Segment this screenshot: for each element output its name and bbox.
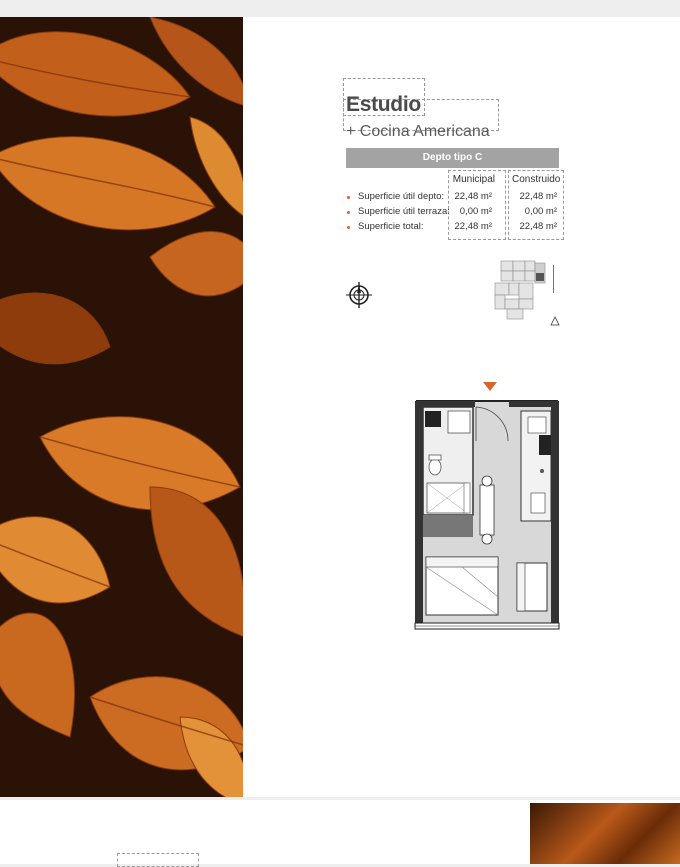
row-label-depto: Superficie útil depto:: [358, 191, 445, 202]
unit-title: Estudio: [346, 93, 421, 116]
value-municipal-total: 22,48 m²: [454, 221, 492, 232]
row-label-total: Superficie total:: [358, 221, 424, 232]
brochure-page: [0, 17, 680, 797]
value-construido-total: 22,48 m²: [519, 221, 557, 232]
value-municipal-terraza: 0,00 m²: [459, 206, 492, 217]
unit-subtitle: + Cocina Americana: [346, 123, 490, 140]
bullet-icon: [347, 226, 350, 229]
down-triangle-icon: [483, 382, 497, 392]
value-municipal-depto: 22,48 m²: [454, 191, 492, 202]
col-municipal-header: Municipal: [452, 174, 495, 185]
next-page-leaves-photo: [530, 803, 680, 864]
bullet-icon: [347, 211, 350, 214]
col-construido-header: Construido: [512, 174, 561, 185]
next-page-title-frame: [117, 853, 199, 867]
north-compass-icon: [345, 281, 373, 309]
value-construido-depto: 22,48 m²: [519, 191, 557, 202]
leaves-photo: [0, 17, 243, 797]
floor-plan: [412, 397, 562, 637]
building-keyplan: [493, 259, 565, 331]
value-construido-terraza: 0,00 m²: [524, 206, 557, 217]
unit-type-bar: Depto tipo C: [346, 148, 559, 168]
row-label-terraza: Superficie útil terraza:: [358, 206, 450, 217]
bullet-icon: [347, 196, 350, 199]
